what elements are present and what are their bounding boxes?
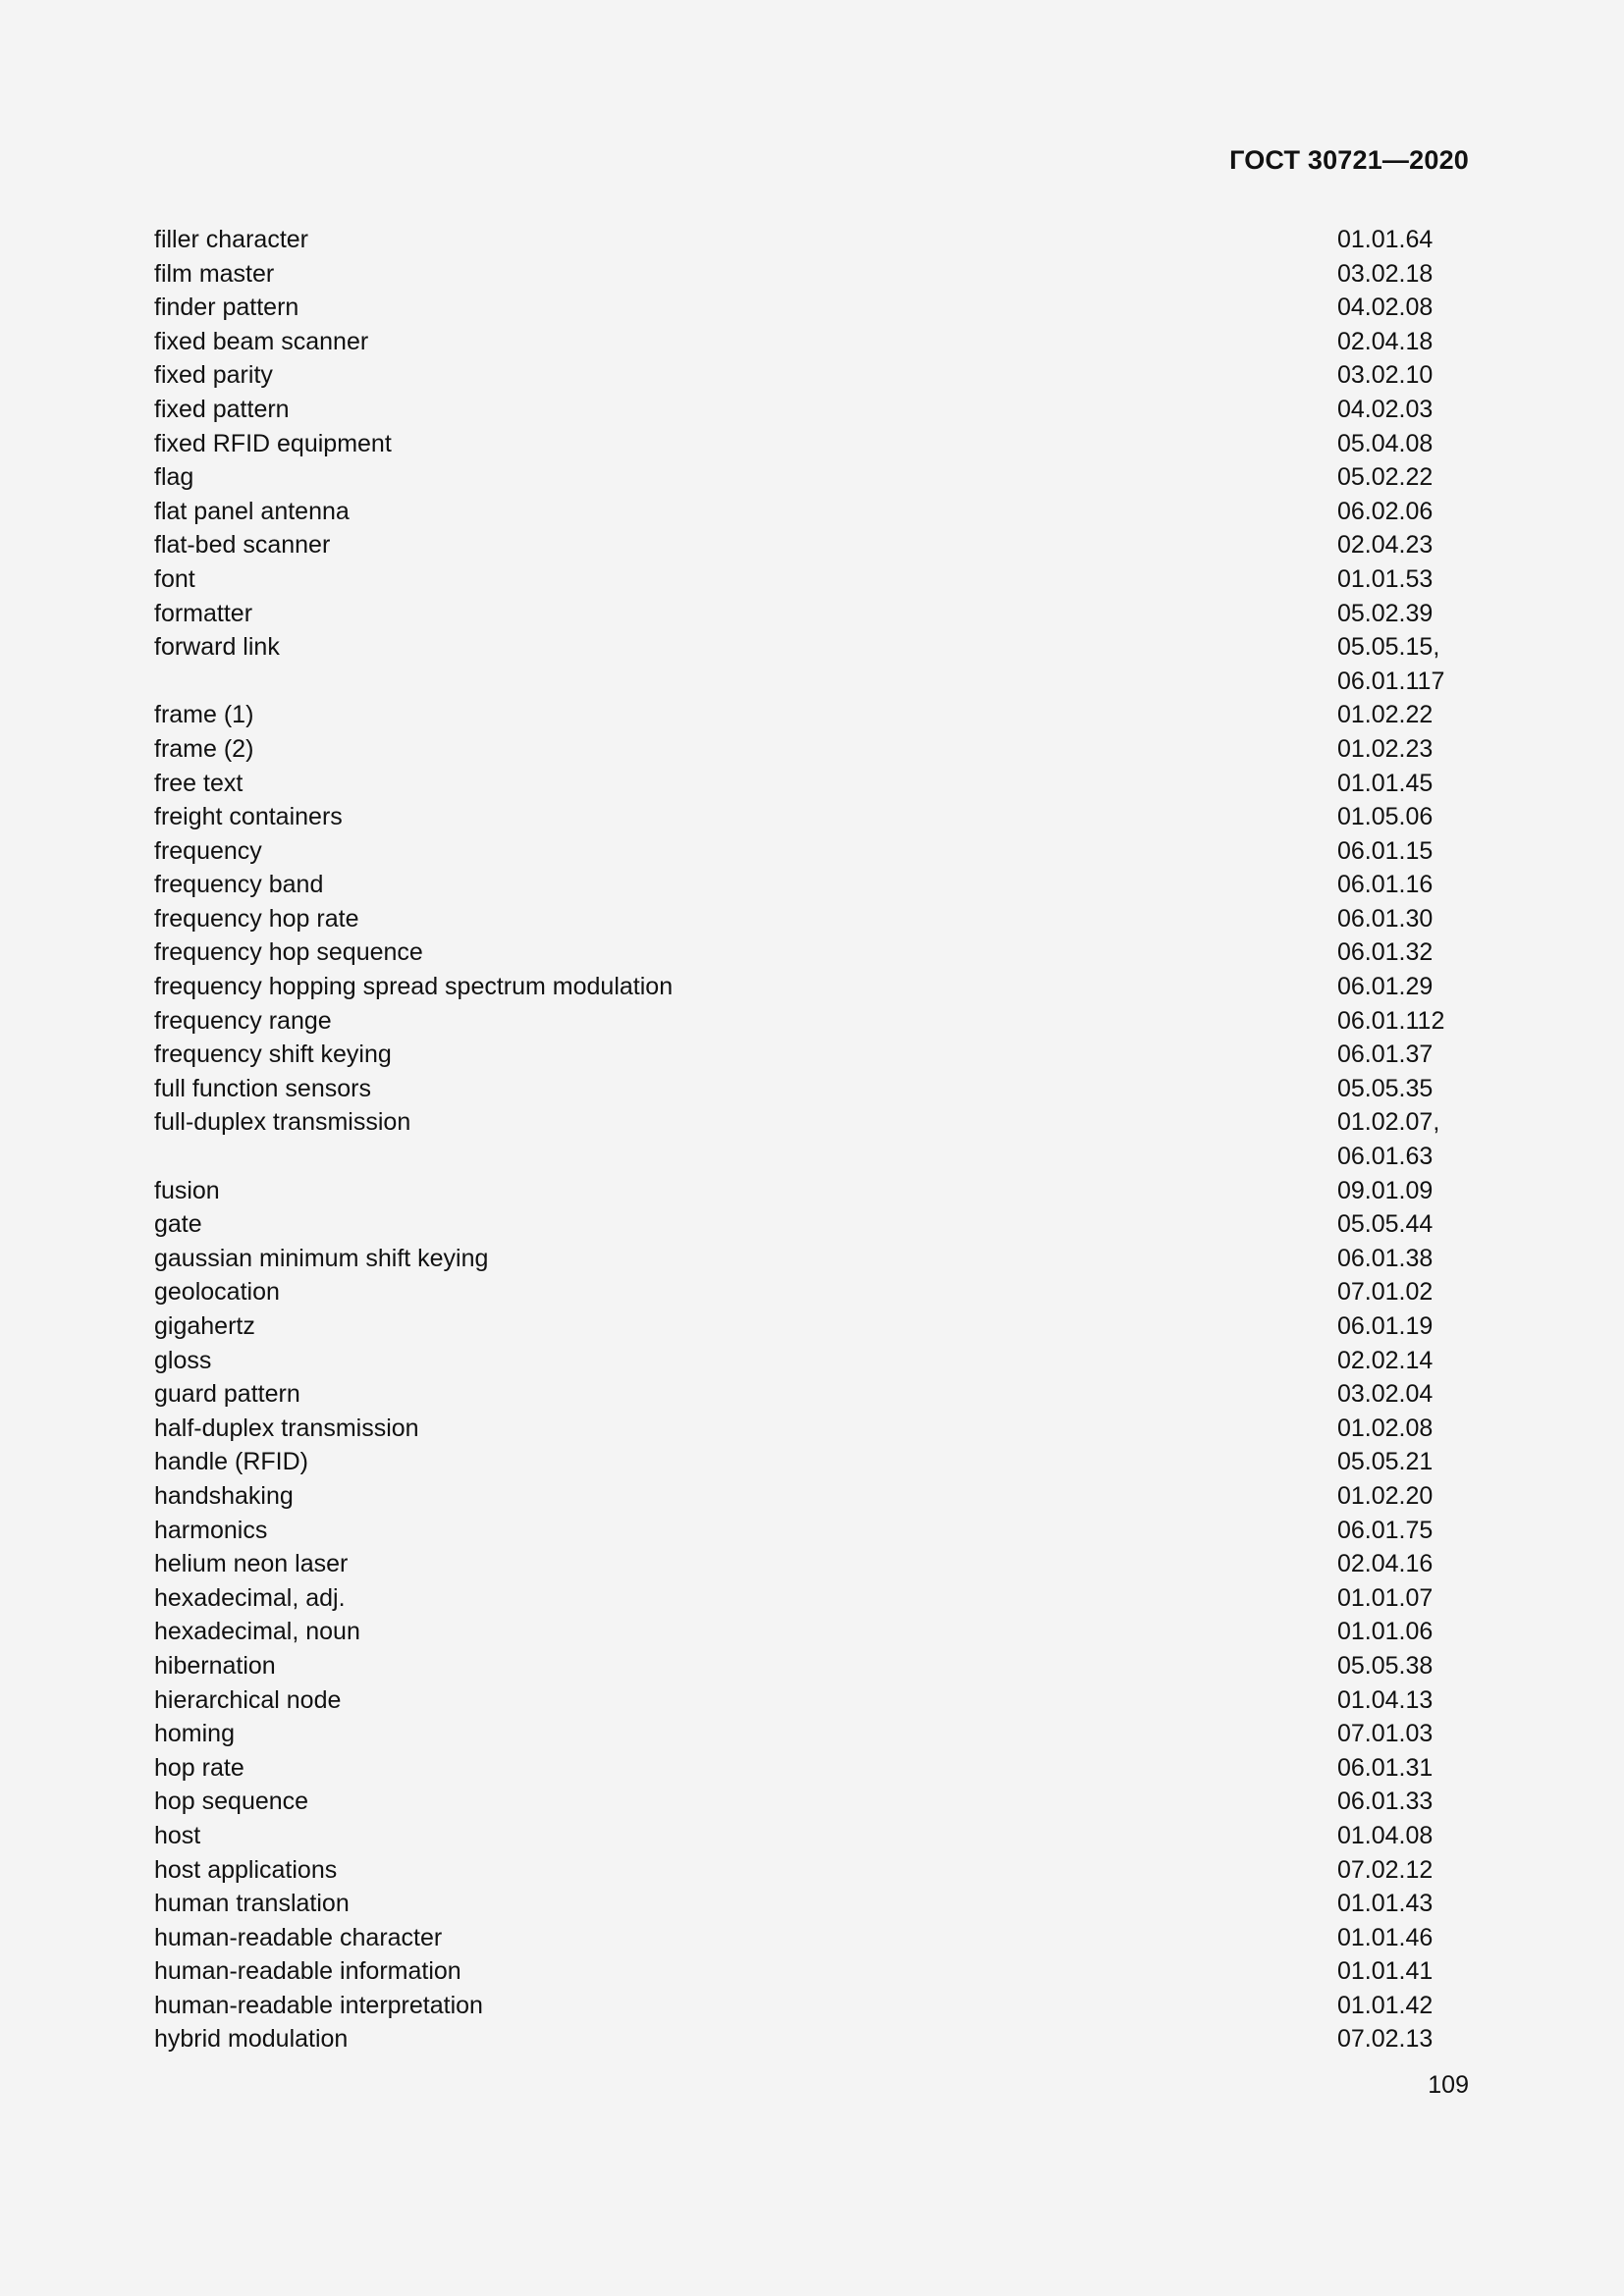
- entry-codes: [1337, 1853, 1469, 1888]
- entry-code: 09.01.09: [1337, 1176, 1434, 1204]
- index-entry: [154, 1072, 1469, 1106]
- index-entry: [154, 1785, 1469, 1819]
- entry-code: 06.01.30: [1337, 904, 1434, 933]
- entry-term: human-readable information: [154, 1957, 461, 1986]
- index-entry: [154, 427, 1469, 461]
- entry-code: 01.01.42: [1337, 1991, 1434, 2019]
- entry-code: 01.02.07,: [1337, 1108, 1440, 1137]
- entry-codes: [1337, 1072, 1469, 1106]
- entry-code: 06.01.112: [1337, 1006, 1445, 1035]
- entry-codes: [1337, 291, 1469, 325]
- entry-codes: [1337, 427, 1469, 461]
- entry-code: 07.02.13: [1337, 2025, 1434, 2054]
- entry-codes: [1337, 1344, 1469, 1378]
- entry-code: 03.02.10: [1337, 361, 1434, 390]
- entry-code: 06.01.63: [1337, 1143, 1434, 1171]
- entry-term: helium neon laser: [154, 1550, 349, 1578]
- entry-term: hexadecimal, adj.: [154, 1583, 346, 1612]
- document-header: ГОСТ 30721—2020: [1229, 145, 1469, 175]
- entry-codes: [1337, 1887, 1469, 1921]
- entry-code: 01.04.13: [1337, 1685, 1434, 1714]
- entry-term: frequency hopping spread spectrum modulation: [154, 973, 674, 1001]
- entry-codes: [1337, 1514, 1469, 1548]
- entry-code: 06.01.19: [1337, 1312, 1434, 1340]
- entry-term: frequency band: [154, 871, 324, 899]
- index-entry: [154, 1309, 1469, 1344]
- entry-code: 05.02.39: [1337, 599, 1434, 627]
- index-entry: [154, 562, 1469, 597]
- entry-code: 03.02.04: [1337, 1380, 1434, 1409]
- entry-code: 05.05.35: [1337, 1074, 1434, 1102]
- entry-term: frequency range: [154, 1006, 332, 1035]
- entry-code: 01.02.23: [1337, 734, 1434, 763]
- index-entry: [154, 1649, 1469, 1683]
- index-entry: [154, 1275, 1469, 1309]
- entry-code: 06.01.31: [1337, 1753, 1434, 1782]
- index-entry: [154, 1717, 1469, 1751]
- entry-term: freight containers: [154, 803, 343, 831]
- entry-codes: [1337, 1412, 1469, 1446]
- entry-code: 05.05.38: [1337, 1651, 1434, 1680]
- entry-term: gloss: [154, 1346, 212, 1374]
- entry-codes: [1337, 1954, 1469, 1989]
- index-entry: [154, 1887, 1469, 1921]
- index-entry: [154, 630, 1469, 698]
- index-entry: [154, 528, 1469, 562]
- entry-codes: [1337, 393, 1469, 427]
- entry-codes: [1337, 597, 1469, 631]
- entry-term: flat panel antenna: [154, 497, 350, 525]
- page-number: 109: [1428, 2071, 1469, 2099]
- index-entry: [154, 1377, 1469, 1412]
- index-entry: [154, 1615, 1469, 1649]
- entry-codes: [1337, 257, 1469, 292]
- entry-term: harmonics: [154, 1516, 268, 1544]
- index-entry: [154, 902, 1469, 936]
- entry-codes: [1337, 868, 1469, 902]
- entry-term: hierarchical node: [154, 1685, 342, 1714]
- entry-term: human translation: [154, 1890, 350, 1918]
- entry-codes: [1337, 495, 1469, 529]
- entry-term: finder pattern: [154, 294, 299, 322]
- entry-codes: [1337, 1479, 1469, 1514]
- entry-code: 01.01.07: [1337, 1583, 1434, 1612]
- entry-term: frequency shift keying: [154, 1041, 392, 1069]
- entry-term: handshaking: [154, 1481, 294, 1510]
- index-entry: [154, 1921, 1469, 1955]
- entry-term: host: [154, 1821, 201, 1849]
- entry-codes: [1337, 325, 1469, 359]
- entry-term: free text: [154, 769, 244, 797]
- entry-code: 01.01.46: [1337, 1923, 1434, 1951]
- entry-code: 07.01.02: [1337, 1278, 1434, 1307]
- entry-code: 01.01.41: [1337, 1957, 1434, 1986]
- index-entry: [154, 2022, 1469, 2056]
- index-entry: [154, 1853, 1469, 1888]
- entry-codes: [1337, 902, 1469, 936]
- entry-code: 02.02.14: [1337, 1346, 1434, 1374]
- entry-term: frequency: [154, 836, 262, 865]
- entry-term: hybrid modulation: [154, 2025, 349, 2054]
- index-entry: [154, 1683, 1469, 1718]
- entry-codes: [1337, 562, 1469, 597]
- entry-code: 06.01.33: [1337, 1788, 1434, 1816]
- entry-code: 07.02.12: [1337, 1855, 1434, 1884]
- index-entry: [154, 767, 1469, 801]
- entry-term: host applications: [154, 1855, 338, 1884]
- index-entry: [154, 597, 1469, 631]
- entry-term: half-duplex transmission: [154, 1414, 419, 1442]
- entry-code: 04.02.08: [1337, 294, 1434, 322]
- entry-code: 02.04.18: [1337, 327, 1434, 355]
- entry-code: 06.01.16: [1337, 871, 1434, 899]
- entry-term: frequency hop sequence: [154, 938, 423, 967]
- entry-codes: [1337, 800, 1469, 834]
- entry-codes: [1337, 1683, 1469, 1718]
- entry-codes: [1337, 630, 1469, 698]
- entry-term: frequency hop rate: [154, 904, 359, 933]
- entry-term: flat-bed scanner: [154, 531, 331, 560]
- index-entry: [154, 393, 1469, 427]
- entry-code: 06.02.06: [1337, 497, 1434, 525]
- entry-codes: [1337, 528, 1469, 562]
- entry-term: filler character: [154, 226, 308, 253]
- entry-code: 02.04.23: [1337, 531, 1434, 560]
- entry-term: fusion: [154, 1176, 220, 1204]
- entry-term: flag: [154, 463, 194, 492]
- entry-codes: [1337, 732, 1469, 767]
- entry-codes: [1337, 223, 1469, 257]
- index-entry: [154, 1547, 1469, 1581]
- entry-term: hexadecimal, noun: [154, 1618, 360, 1646]
- index-entry: [154, 1954, 1469, 1989]
- entry-term: film master: [154, 259, 275, 288]
- index-entry: [154, 1989, 1469, 2023]
- index-entry: [154, 460, 1469, 495]
- entry-code: 01.02.08: [1337, 1414, 1434, 1442]
- entry-code: 05.02.22: [1337, 463, 1434, 492]
- entry-codes: [1337, 1785, 1469, 1819]
- entry-term: font: [154, 564, 195, 593]
- index-entry: [154, 1105, 1469, 1173]
- index-entry: [154, 325, 1469, 359]
- entry-code: 06.01.32: [1337, 938, 1434, 967]
- index-entry: [154, 732, 1469, 767]
- entry-code: 01.01.06: [1337, 1618, 1434, 1646]
- index-entry: [154, 1479, 1469, 1514]
- entry-code: 06.01.37: [1337, 1041, 1434, 1069]
- index-entry: [154, 1445, 1469, 1479]
- entry-code: 06.01.75: [1337, 1516, 1434, 1544]
- entry-term: homing: [154, 1720, 235, 1748]
- entry-code: 06.01.15: [1337, 836, 1434, 865]
- entry-codes: [1337, 970, 1469, 1004]
- entry-term: hibernation: [154, 1651, 276, 1680]
- entry-code: 01.01.43: [1337, 1890, 1434, 1918]
- entry-term: forward link: [154, 633, 280, 662]
- entry-term: full function sensors: [154, 1074, 371, 1102]
- index-entry: [154, 1038, 1469, 1072]
- entry-term: fixed parity: [154, 361, 273, 390]
- entry-codes: [1337, 1445, 1469, 1479]
- index-entry: [154, 1344, 1469, 1378]
- entry-term: fixed RFID equipment: [154, 429, 392, 457]
- entry-codes: [1337, 1751, 1469, 1786]
- index-entry: [154, 834, 1469, 869]
- index-entry: [154, 257, 1469, 292]
- entry-codes: [1337, 460, 1469, 495]
- index-entry: [154, 1004, 1469, 1039]
- index-entry: [154, 358, 1469, 393]
- entry-code: 06.01.29: [1337, 973, 1434, 1001]
- entry-code: 01.01.45: [1337, 769, 1434, 797]
- index-entry: [154, 1819, 1469, 1853]
- index-entry: [154, 291, 1469, 325]
- entry-code: 05.05.15,: [1337, 633, 1440, 662]
- entry-codes: [1337, 1989, 1469, 2023]
- entry-codes: [1337, 1615, 1469, 1649]
- entry-codes: [1337, 1309, 1469, 1344]
- entry-term: fixed beam scanner: [154, 327, 369, 355]
- entry-codes: [1337, 935, 1469, 970]
- entry-code: 01.04.08: [1337, 1821, 1434, 1849]
- entry-codes: [1337, 1819, 1469, 1853]
- entry-code: 06.01.117: [1337, 667, 1445, 695]
- index-list: [154, 223, 1469, 2056]
- entry-codes: [1337, 698, 1469, 732]
- entry-codes: [1337, 1581, 1469, 1616]
- entry-codes: [1337, 834, 1469, 869]
- entry-term: frame (2): [154, 734, 254, 763]
- entry-term: hop rate: [154, 1753, 244, 1782]
- entry-code: 02.04.16: [1337, 1550, 1434, 1578]
- entry-code: 01.05.06: [1337, 803, 1434, 831]
- entry-codes: [1337, 1377, 1469, 1412]
- entry-term: human-readable character: [154, 1923, 443, 1951]
- entry-codes: [1337, 1004, 1469, 1039]
- entry-term: frame (1): [154, 701, 254, 729]
- entry-code: 07.01.03: [1337, 1720, 1434, 1748]
- index-entry: [154, 1207, 1469, 1242]
- entry-term: geolocation: [154, 1278, 280, 1307]
- index-entry: [154, 1242, 1469, 1276]
- entry-codes: [1337, 358, 1469, 393]
- index-entry: [154, 935, 1469, 970]
- entry-term: hop sequence: [154, 1788, 309, 1816]
- entry-term: full-duplex transmission: [154, 1108, 411, 1137]
- index-entry: [154, 223, 1469, 257]
- entry-term: gate: [154, 1210, 202, 1239]
- entry-code: 06.01.38: [1337, 1244, 1434, 1272]
- index-entry: [154, 1581, 1469, 1616]
- entry-codes: [1337, 1242, 1469, 1276]
- index-entry: [154, 868, 1469, 902]
- entry-code: 05.04.08: [1337, 429, 1434, 457]
- index-entry: [154, 698, 1469, 732]
- entry-code: 05.05.21: [1337, 1448, 1434, 1476]
- entry-term: gigahertz: [154, 1312, 255, 1340]
- index-entry: [154, 1514, 1469, 1548]
- index-entry: [154, 1412, 1469, 1446]
- entry-codes: [1337, 2022, 1469, 2056]
- entry-codes: [1337, 1921, 1469, 1955]
- index-entry: [154, 800, 1469, 834]
- entry-codes: [1337, 1547, 1469, 1581]
- entry-term: fixed pattern: [154, 395, 290, 423]
- entry-code: 01.01.64: [1337, 226, 1434, 253]
- entry-codes: [1337, 1649, 1469, 1683]
- entry-code: 04.02.03: [1337, 395, 1434, 423]
- entry-code: 03.02.18: [1337, 259, 1434, 288]
- entry-term: guard pattern: [154, 1380, 300, 1409]
- index-entry: [154, 1174, 1469, 1208]
- entry-codes: [1337, 1717, 1469, 1751]
- entry-term: handle (RFID): [154, 1448, 308, 1476]
- entry-codes: [1337, 1207, 1469, 1242]
- index-entry: [154, 495, 1469, 529]
- entry-code: 01.01.53: [1337, 564, 1434, 593]
- index-entry: [154, 1751, 1469, 1786]
- entry-codes: [1337, 1038, 1469, 1072]
- entry-codes: [1337, 1105, 1469, 1173]
- entry-term: human-readable interpretation: [154, 1991, 483, 2019]
- entry-codes: [1337, 1174, 1469, 1208]
- entry-code: 05.05.44: [1337, 1210, 1434, 1239]
- entry-code: 01.02.22: [1337, 701, 1434, 729]
- entry-codes: [1337, 767, 1469, 801]
- entry-term: gaussian minimum shift keying: [154, 1244, 489, 1272]
- entry-codes: [1337, 1275, 1469, 1309]
- entry-term: formatter: [154, 599, 253, 627]
- index-entry: [154, 970, 1469, 1004]
- entry-code: 01.02.20: [1337, 1481, 1434, 1510]
